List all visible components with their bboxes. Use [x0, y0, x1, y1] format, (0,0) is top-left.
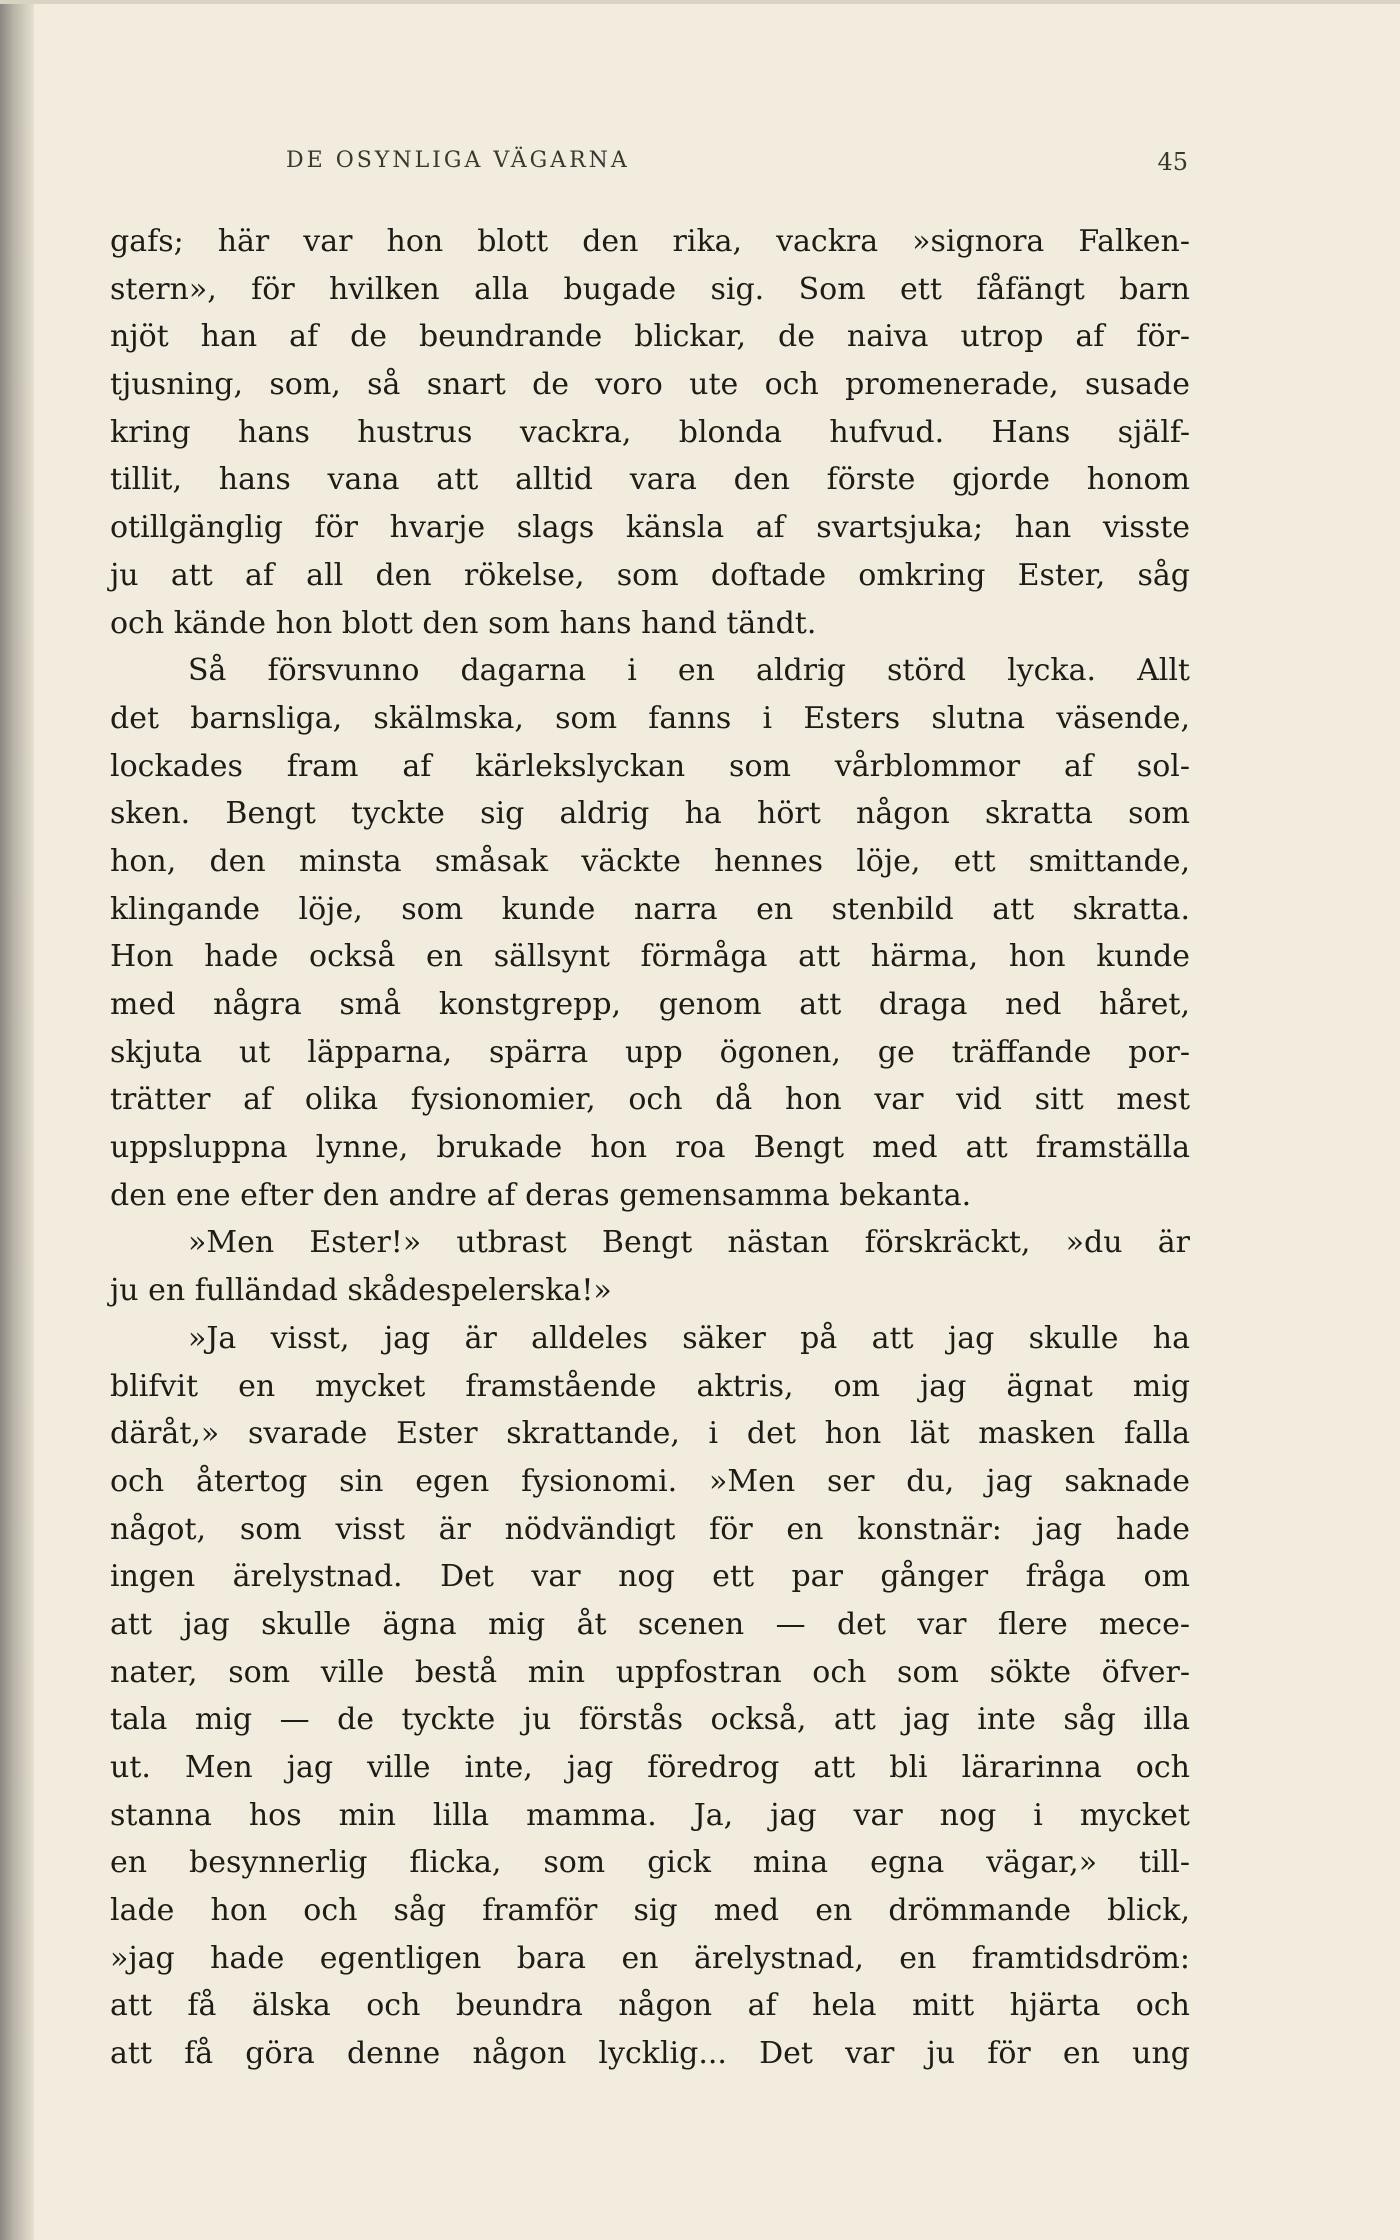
- text-line: lade hon och såg framför sig med en drömmande blick,: [110, 1893, 1190, 1929]
- text-line: tillit, hans vana att alltid vara den förste gjorde honom: [110, 462, 1190, 498]
- text-line: en besynnerlig flicka, som gick mina egna vägar,» till-: [110, 1845, 1190, 1881]
- text-line: att få älska och beundra någon af hela mitt hjärta och: [110, 1988, 1190, 2024]
- text-line: ut. Men jag ville inte, jag föredrog att bli lärarinna och: [110, 1750, 1190, 1785]
- text-line: tjusning, som, så snart de voro ute och promenerade, susade: [110, 367, 1190, 403]
- text-line: blifvit en mycket framstående aktris, om jag ägnat mig: [110, 1368, 1190, 1404]
- text-line: nater, som ville bestå min uppfostran och som sökte öfver-: [110, 1654, 1190, 1690]
- text-line: ju att af all den rökelse, som doftade omkring Ester, såg: [110, 557, 1190, 593]
- spine-shadow: [0, 0, 34, 2240]
- text-line: »jag hade egentligen bara en ärelystnad, en framtidsdröm:: [110, 1940, 1190, 1976]
- text-line: uppsluppna lynne, brukade hon roa Bengt med att framställa: [110, 1130, 1190, 1166]
- text-line: tala mig — de tyckte ju förstås också, att jag inte såg illa: [110, 1702, 1190, 1738]
- text-line: klingande löje, som kunde narra en stenbild att skratta.: [110, 891, 1190, 927]
- text-line: Så försvunno dagarna i en aldrig störd lycka. Allt: [188, 653, 1190, 689]
- text-line: att jag skulle ägna mig åt scenen — det var flere mece-: [110, 1606, 1190, 1642]
- running-head: [0, 148, 1400, 188]
- text-line: sken. Bengt tyckte sig aldrig ha hört någon skratta som: [110, 796, 1190, 832]
- text-line: ju en fulländad skådespelerska!»: [110, 1273, 612, 1309]
- text-line: Hon hade också en sällsynt förmåga att härma, hon kunde: [110, 939, 1190, 975]
- text-line: med några små konstgrepp, genom att draga ned håret,: [110, 987, 1190, 1022]
- text-line: däråt,» svarade Ester skrattande, i det hon lät masken falla: [110, 1416, 1190, 1452]
- page-number: 45: [1157, 148, 1188, 176]
- text-line: att få göra denne någon lycklig... Det var ju för en ung: [110, 2036, 1190, 2072]
- text-line: stanna hos min lilla mamma. Ja, jag var nog i mycket: [110, 1797, 1190, 1833]
- text-line: ingen ärelystnad. Det var nog ett par gånger fråga om: [110, 1559, 1190, 1595]
- text-line: den ene efter den andre af deras gemensamma bekanta.: [110, 1177, 972, 1213]
- text-line: gafs; här var hon blott den rika, vackra »signora Falken-: [110, 224, 1190, 259]
- text-line: trätter af olika fysionomier, och då hon var vid sitt mest: [110, 1082, 1190, 1118]
- page-top-edge: [0, 0, 1400, 4]
- running-title: DE OSYNLIGA VÄGARNA: [286, 148, 630, 173]
- text-line: och kände hon blott den som hans hand tändt.: [110, 605, 817, 641]
- text-line: kring hans hustrus vackra, blonda hufvud. Hans själf-: [110, 414, 1190, 450]
- text-line: lockades fram af kärlekslyckan som vårblommor af sol-: [110, 748, 1190, 784]
- text-line: »Ja visst, jag är alldeles säker på att jag skulle ha: [188, 1320, 1190, 1356]
- text-line: det barnsliga, skälmska, som fanns i Esters slutna väsende,: [110, 700, 1190, 736]
- text-line: något, som visst är nödvändigt för en konstnär: jag hade: [110, 1511, 1190, 1547]
- text-line: och återtog sin egen fysionomi. »Men ser du, jag saknade: [110, 1463, 1190, 1499]
- body-text: [110, 218, 1190, 2078]
- text-line: »Men Ester!» utbrast Bengt nästan förskräckt, »du är: [188, 1225, 1190, 1261]
- text-line: otillgänglig för hvarje slags känsla af svartsjuka; han visste: [110, 510, 1190, 546]
- text-line: njöt han af de beundrande blickar, de naiva utrop af för-: [110, 319, 1190, 355]
- text-line: skjuta ut läpparna, spärra upp ögonen, ge träffande por-: [110, 1034, 1190, 1070]
- text-line: stern», för hvilken alla bugade sig. Som ett fåfängt barn: [110, 271, 1190, 307]
- text-line: hon, den minsta småsak väckte hennes löje, ett smittande,: [110, 843, 1190, 879]
